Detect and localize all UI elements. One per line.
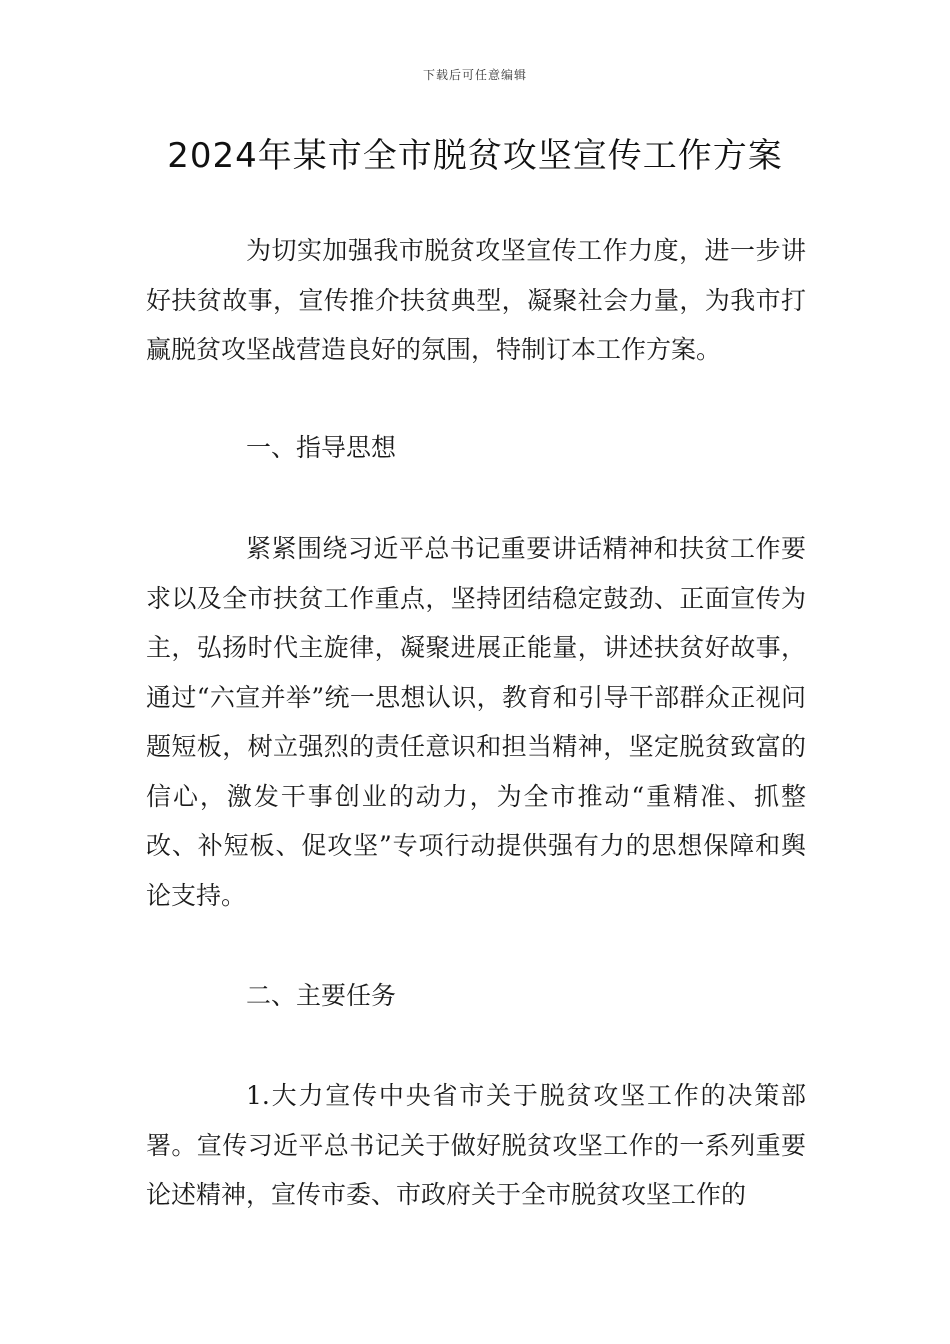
section-heading-guiding-ideology: 一、指导思想 [246, 433, 397, 462]
header-note: 下载后可任意编辑 [422, 68, 527, 82]
guiding-ideology-paragraph: 紧紧围绕习近平总书记重要讲话精神和扶贫工作要求以及全市扶贫工作重点，坚持团结稳定鼓劲、正面宣传为主，弘扬时代主旋律，凝聚进展正能量，讲述扶贫好故事，通过“六宣并举”统一思想认识，教育和引导干部群众正视问题短板，树立强烈的责任意识和担当精神，坚定脱贫致富的信心，激发干事创业的动力，为全市推动“重精准、抓整改、补短板、促攻坚”专项行动提供强有力的思想保障和舆论支持。 [146, 534, 806, 910]
section-heading-main-tasks: 二、主要任务 [246, 981, 397, 1010]
intro-paragraph: 为切实加强我市脱贫攻坚宣传工作力度，进一步讲好扶贫故事，宣传推介扶贫典型，凝聚社会力量，为我市打赢脱贫攻坚战营造良好的氛围，特制订本工作方案。 [146, 236, 806, 364]
main-task-item-1: 1.大力宣传中央省市关于脱贫攻坚工作的决策部署。宣传习近平总书记关于做好脱贫攻坚工作的一系列重要论述精神，宣传市委、市政府关于全市脱贫攻坚工作的 [146, 1081, 806, 1209]
document-title: 2024年某市全市脱贫攻坚宣传工作方案 [167, 136, 783, 176]
